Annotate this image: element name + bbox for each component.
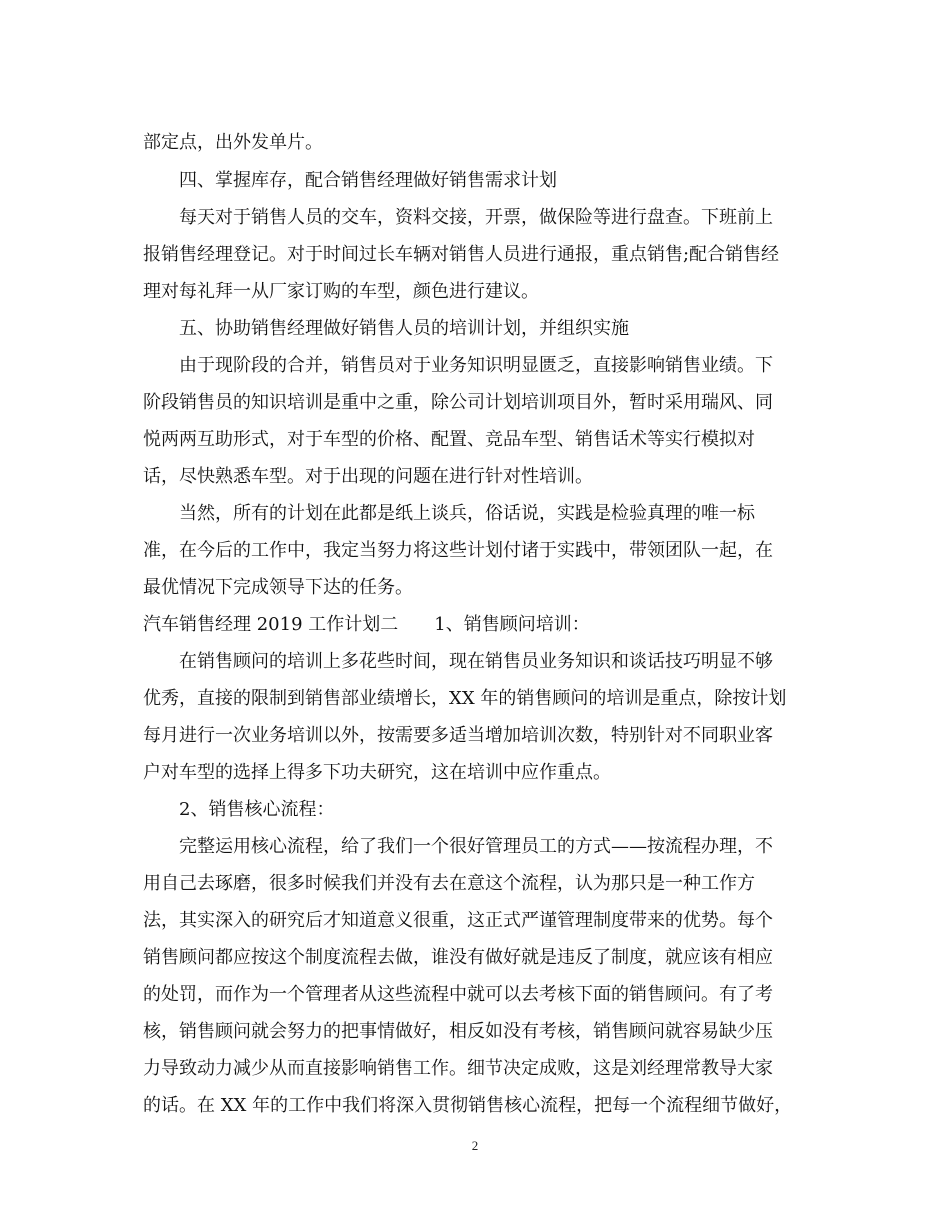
text-line: 每月进行一次业务培训以外，按需要多适当增加培训次数，特别针对不同职业客 — [143, 725, 773, 746]
text-line: 部定点，出外发单片。 — [143, 132, 323, 153]
text-line: 悦两两互助形式，对于车型的价格、配置、竞品车型、销售话术等实行模拟对 — [143, 429, 755, 450]
text-line: 用自己去琢磨，很多时候我们并没有去在意这个流程，认为那只是一种工作方 — [143, 873, 755, 894]
text-line: 当然，所有的计划在此都是纸上谈兵，俗话说，实践是检验真理的唯一标 — [179, 503, 755, 524]
text-line: 理对每礼拜一从厂家订购的车型，颜色进行建议。 — [143, 281, 539, 302]
text-line: 销售顾问都应按这个制度流程去做，谁没有做好就是违反了制度，就应该有相应 — [143, 947, 773, 968]
text-line: 核，销售顾问就会努力的把事情做好，相反如没有考核，销售顾问就容易缺少压 — [143, 1021, 773, 1042]
text-line: 力导致动力减少从而直接影响销售工作。细节决定成败，这是刘经理常教导大家 — [143, 1058, 773, 1079]
text-line: 报销售经理登记。对于时间过长车辆对销售人员进行通报，重点销售;配合销售经 — [143, 244, 780, 265]
text-line: 每天对于销售人员的交车，资料交接，开票，做保险等进行盘查。下班前上 — [179, 207, 773, 228]
text-line: 户对车型的选择上得多下功夫研究，这在培训中应作重点。 — [143, 762, 611, 783]
text-line: 最优情况下完成领导下达的任务。 — [143, 577, 413, 598]
text-line: 准，在今后的工作中，我定当努力将这些计划付诸于实践中，带领团队一起，在 — [143, 540, 773, 561]
text-line: 在销售顾问的培训上多花些时间，现在销售员业务知识和谈话技巧明显不够 — [179, 651, 773, 672]
text-line: 由于现阶段的合并，销售员对于业务知识明显匮乏，直接影响销售业绩。下 — [179, 355, 773, 376]
text-line: 优秀，直接的限制到销售部业绩增长，XX 年的销售顾问的培训是重点，除按计划 — [143, 688, 787, 709]
text-line: 阶段销售员的知识培训是重中之重，除公司计划培训项目外，暂时采用瑞风、同 — [143, 392, 773, 413]
text-line: 完整运用核心流程，给了我们一个很好管理员工的方式——按流程办理，不 — [179, 836, 773, 857]
text-line: 话，尽快熟悉车型。对于出现的问题在进行针对性培训。 — [143, 466, 593, 487]
section-heading: 五、协助销售经理做好销售人员的培训计划，并组织实施 — [179, 318, 629, 339]
section-heading: 四、掌握库存，配合销售经理做好销售需求计划 — [179, 170, 557, 191]
section-heading: 2、销售核心流程： — [179, 799, 335, 820]
text-line: 的处罚，而作为一个管理者从这些流程中就可以去考核下面的销售顾问。有了考 — [143, 984, 773, 1005]
text-line: 的话。在 XX 年的工作中我们将深入贯彻销售核心流程，把每一个流程细节做好， — [143, 1095, 793, 1116]
document-title-line: 汽车销售经理 2019 工作计划二 1、销售顾问培训： — [143, 614, 590, 635]
text-line: 法，其实深入的研究后才知道意义很重，这正式严谨管理制度带来的优势。每个 — [143, 910, 773, 931]
page-number: 2 — [471, 1138, 479, 1153]
